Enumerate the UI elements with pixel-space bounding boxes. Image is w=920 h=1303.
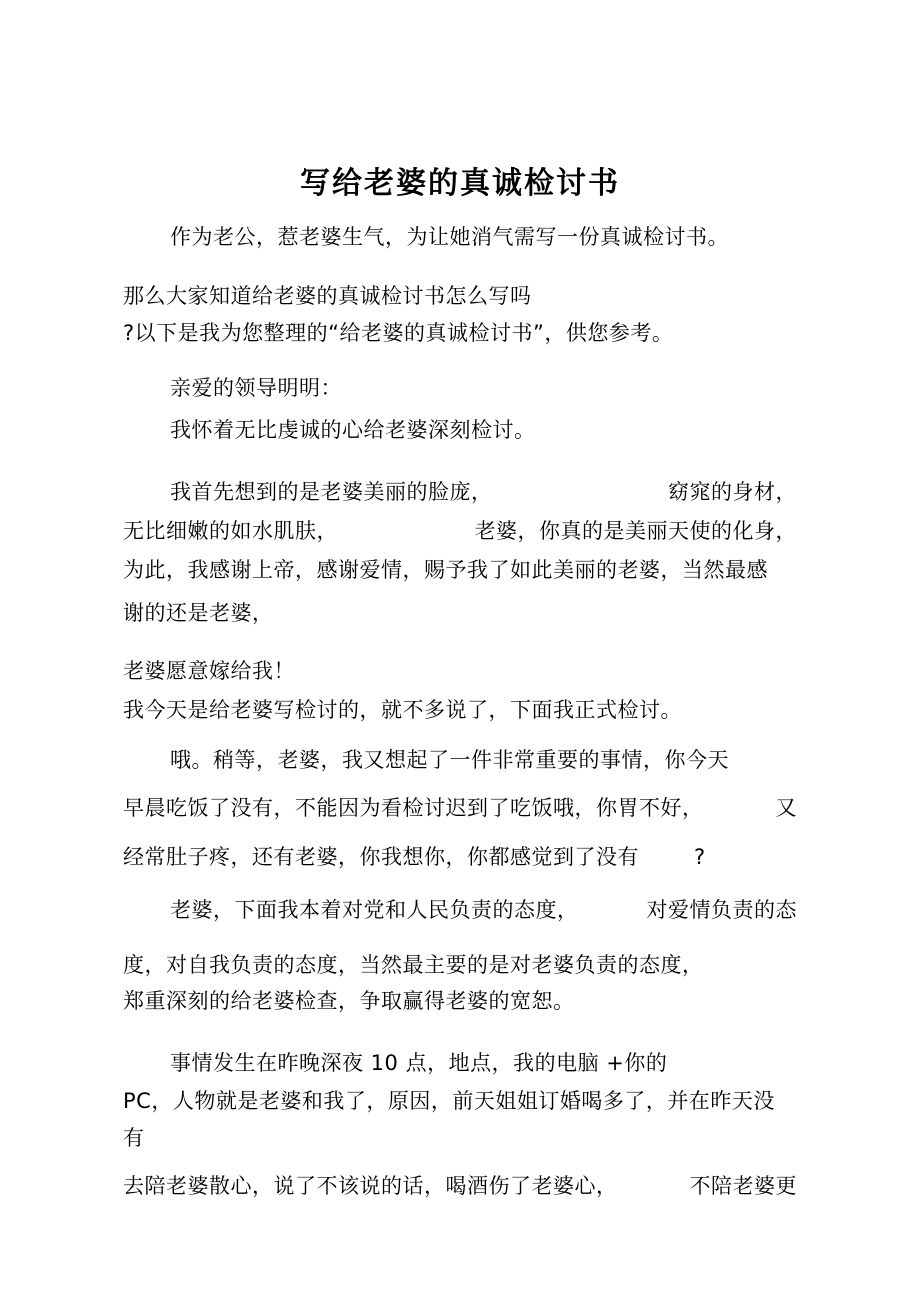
text-segment: 为此，我感谢上帝，感谢爱情，赐予我了如此美丽的老婆，当然最感 xyxy=(123,558,768,582)
text-line xyxy=(123,1088,775,1114)
text-line xyxy=(123,557,768,583)
text-segment: 去陪老婆散心，说了不该说的话，喝酒伤了老婆心， xyxy=(123,1174,618,1198)
text-line xyxy=(123,988,575,1014)
text-segment: 老婆愿意嫁给我！ xyxy=(123,659,295,683)
text-segment: 度，对自我负责的态度，当然最主要的是对老婆负责的态度， xyxy=(123,953,704,977)
text-line xyxy=(123,844,797,870)
text-segment: 哦。稍等，老婆，我又想起了一件非常重要的事情，你今天 xyxy=(170,748,729,772)
text-segment: 作为老公，惹老婆生气，为让她消气需写一份真诚检讨书。 xyxy=(170,225,729,249)
text-line xyxy=(170,417,536,443)
text-segment: 无比细嫩的如水肌肤， xyxy=(123,519,338,543)
text-segment: 我今天是给老婆写检讨的，就不多说了，下面我正式检讨。 xyxy=(123,698,682,722)
text-line xyxy=(123,658,295,684)
text-segment: 郑重深刻的给老婆检查，争取赢得老婆的宽恕。 xyxy=(123,989,575,1013)
text-line xyxy=(123,697,682,723)
text-segment: PC，人物就是老婆和我了，原因，前天姐姐订婚喝多了，并在昨天没 xyxy=(123,1089,775,1113)
text-line xyxy=(123,320,673,346)
text-line xyxy=(170,479,797,505)
text-segment: 窈窕的身材， xyxy=(668,480,797,504)
text-segment: 经常肚子疼，还有老婆，你我想你，你都感觉到了没有 xyxy=(123,845,639,869)
text-line xyxy=(170,747,729,773)
text-line xyxy=(123,795,797,821)
document-title: 写给老婆的真诚检讨书 xyxy=(300,166,620,201)
text-segment: 我怀着无比虔诚的心给老婆深刻检讨。 xyxy=(170,418,536,442)
text-segment: 那么大家知道给老婆的真诚检讨书怎么写吗 xyxy=(123,284,532,308)
text-segment: 又 xyxy=(775,796,797,820)
text-line xyxy=(170,375,342,401)
text-line xyxy=(123,283,532,309)
text-segment: 亲爱的领导明明： xyxy=(170,376,342,400)
text-segment: 老婆，下面我本着对党和人民负责的态度， xyxy=(170,898,579,922)
text-segment: 谢的还是老婆， xyxy=(123,601,274,625)
text-line xyxy=(170,224,729,250)
text-segment: 早晨吃饭了没有，不能因为看检讨迟到了吃饭哦，你胃不好， xyxy=(123,796,704,820)
text-line xyxy=(123,1125,145,1151)
text-segment: 不陪老婆更 xyxy=(689,1174,797,1198)
text-segment: ? xyxy=(694,845,706,869)
text-line xyxy=(123,600,274,626)
text-segment: 对爱情负责的态 xyxy=(646,898,797,922)
text-line xyxy=(123,518,797,544)
text-segment: 有 xyxy=(123,1126,145,1150)
text-line xyxy=(170,897,797,923)
text-segment: 我首先想到的是老婆美丽的脸庞， xyxy=(170,480,493,504)
text-segment: ?以下是我为您整理的“给老婆的真诚检讨书”，供您参考。 xyxy=(123,321,674,345)
text-segment: 事情发生在昨晚深夜 10 点，地点，我的电脑 +你的 xyxy=(170,1051,668,1075)
text-line xyxy=(123,952,704,978)
text-line xyxy=(123,1173,797,1199)
text-segment: 老婆，你真的是美丽天使的化身， xyxy=(474,519,797,543)
text-line xyxy=(170,1050,667,1076)
